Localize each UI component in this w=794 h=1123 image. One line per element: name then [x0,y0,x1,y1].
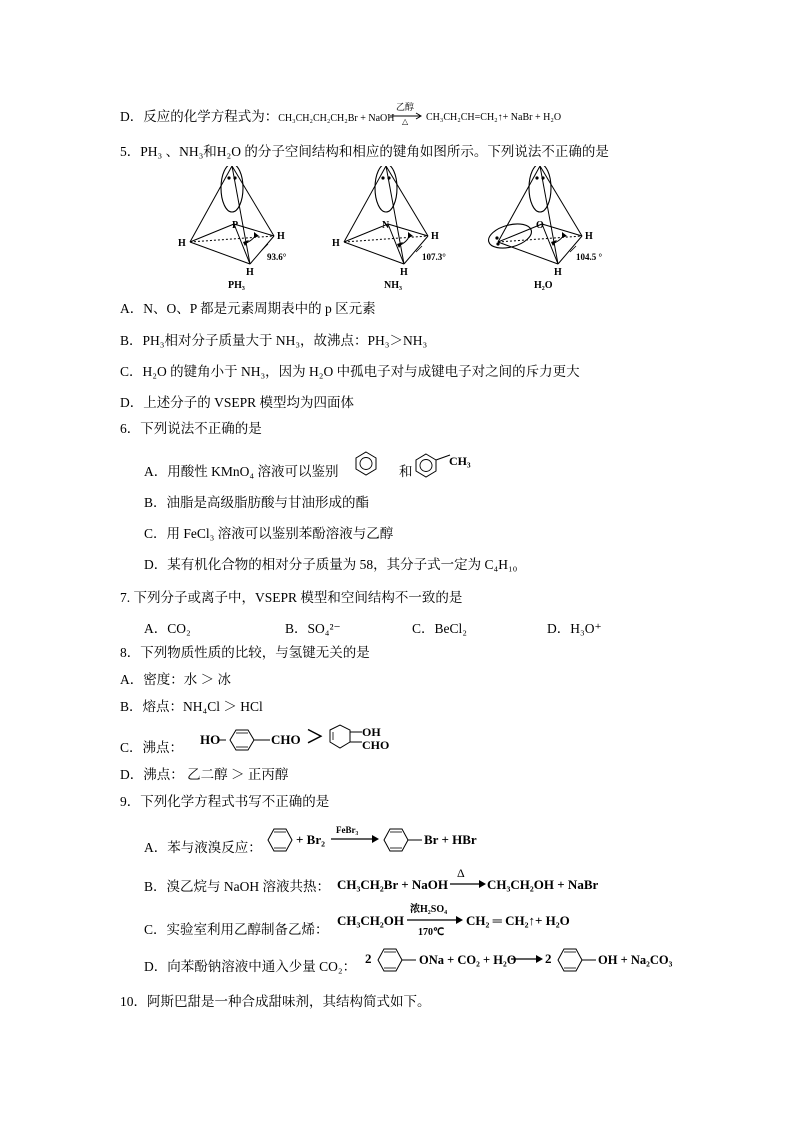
q8-c-left-cho: CHO [271,732,301,747]
q9-d-phenoxide-ring-icon [372,946,420,974]
q8-c-right-oh: OH [362,725,381,739]
q6-option-d: D．某有机化合物的相对分子质量为 58，其分子式一定为 C₄H₁₀ [144,557,518,572]
h2o-center-atom: O [536,220,544,231]
q6-option-b: B．油脂是高级脂肪酸与甘油形成的酯 [144,495,370,510]
q4-reaction-arrow [388,100,424,130]
q6-option-a: A．用酸性 KMnO₄ 溶液可以鉴别 [144,464,339,479]
nh3-h-bottom: H [400,267,408,278]
ph3-bond-angle: 93.6° [267,252,287,262]
q9-d-coef2: 2 [545,951,552,966]
q6-stem: 6．下列说法不正确的是 [120,421,262,436]
q9-option-a-label: A．苯与液溴反应： [144,840,262,855]
h2o-h-bottom: H [554,267,562,278]
q9-a-product: Br + HBr [424,832,477,847]
q9-c-cond-top: 浓H₂SO₄ [410,904,448,915]
q5-option-a: A．N、O、P 都是元素周期表中的 p 区元素 [120,301,376,316]
q9-stem: 9．下列化学方程式书写不正确的是 [120,794,330,809]
q9-d-phenol-ring-icon [552,946,600,974]
nh3-bond-angle: 107.3° [422,252,446,262]
q7-option-b: B．SO₄²⁻ [285,621,341,636]
toluene-ch3: CH₃ [449,454,471,468]
q9-c-cond-bottom: 170℃ [418,927,445,938]
q9-option-d-label: D．向苯酚钠溶液中通入少量 CO₂： [144,959,357,974]
q4-option-d [120,108,395,128]
nh3-structure [332,166,446,291]
q9-a-arrow-icon [330,834,380,844]
ph3-center-atom: P [232,220,239,231]
q8-c-gt: ＞ [306,727,324,747]
q7-stem: 7. 下列分子或离子中，VSEPR 模型和空间结构不一致的是 [120,590,463,605]
q9-d-mid: ONa + CO₂ + H₂O [419,953,517,967]
ph3-h-right: H [277,231,285,242]
q9-option-c-label: C．实验室利用乙醇制备乙烯： [144,922,329,937]
q5-option-d: D．上述分子的 VSEPR 模型均为四面体 [120,395,355,410]
q6-option-a-and: 和 [399,464,413,479]
q9-b-cond: Δ [457,866,465,880]
benzene-icon [354,450,378,476]
q9-b-right: CH₃CH₂OH + NaBr [487,877,599,892]
q8-option-d: D．沸点： 乙二醇 ＞ 正丙醇 [120,767,289,782]
q4-option-d-label: D．反应的化学方程式为： [120,109,279,124]
q9-d-arrow-icon [510,954,544,964]
q9-c-right: CH₂ ═ CH₂↑+ H₂O [466,913,570,928]
h2o-caption: H₂O [534,280,553,291]
q10-stem: 10．阿斯巴甜是一种合成甜味剂，其结构简式如下。 [120,994,431,1009]
q8-c-right-cho: CHO [362,738,390,752]
q5-option-b: B．PH₃相对分子质量大于 NH₃，故沸点：PH₃＞NH₃ [120,333,428,348]
h2o-bond-angle: 104.5 ° [576,252,603,262]
q4-option-d-lhs: CH₃CH₂CH₂CH₂Br + NaOH [278,113,395,124]
nh3-caption: NH₃ [384,280,402,291]
q8-c-left-ho: HO [200,732,221,747]
ph3-caption: PH₃ [228,280,245,291]
ph3-h-left: H [178,238,186,249]
q9-option-b-label: B．溴乙烷与 NaOH 溶液共热： [144,879,330,894]
q7-option-c: C．BeCl₂ [412,621,467,636]
q9-d-coef1: 2 [365,951,372,966]
q9-d-right: OH + Na₂CO₃ [598,953,673,967]
q9-a-benzene-icon [262,826,296,854]
toluene-icon [414,452,454,478]
q8-stem: 8．下列物质性质的比较，与氢键无关的是 [120,645,370,660]
q9-a-cond: FeBr₃ [336,825,359,835]
q4-cond-top: 乙醇 [396,102,415,112]
q9-a-plus: + Br₂ [296,832,325,847]
ph3-structure [178,166,287,291]
q9-a-product-ring-icon [378,826,426,854]
q9-b-arrow-icon [449,879,487,889]
q6-option-c: C．用 FeCl₃ 溶液可以鉴别苯酚溶液与乙醇 [144,526,394,541]
q5-stem: 5．PH₃ 、NH₃和H₂O 的分子空间结构和相应的键角如图所示。下列说法不正确的是 [120,144,609,159]
q4-cond-bottom: △ [402,117,409,126]
q5-option-c: C．H₂O 的键角小于 NH₃，因为 H₂O 中孤电子对与成键电子对之间的斥力更大 [120,364,580,379]
q8-c-left-ring-icon [218,728,278,754]
nh3-h-right: H [431,231,439,242]
q8-option-c-label: C．沸点： [120,740,184,755]
q9-b-left: CH₃CH₂Br + NaOH [337,877,449,892]
nh3-h-left: H [332,238,340,249]
h2o-h-right: H [585,231,593,242]
q4-option-d-rhs: CH₃CH₂CH=CH₂↑+ NaBr + H₂O [426,112,562,123]
q9-c-left: CH₃CH₂OH [337,913,405,928]
q8-option-b: B．熔点：NH₄Cl ＞ HCl [120,699,263,714]
q8-c-right-ring-icon [326,724,366,756]
q7-option-d: D．H₃O⁺ [547,621,602,636]
q7-option-a: A．CO₂ [144,621,191,636]
nh3-center-atom: N [382,220,390,231]
h2o-structure [486,166,603,291]
q5-molecule-diagram [170,166,640,294]
ph3-h-bottom: H [246,267,254,278]
q8-option-a: A．密度：水 ＞ 冰 [120,672,231,687]
